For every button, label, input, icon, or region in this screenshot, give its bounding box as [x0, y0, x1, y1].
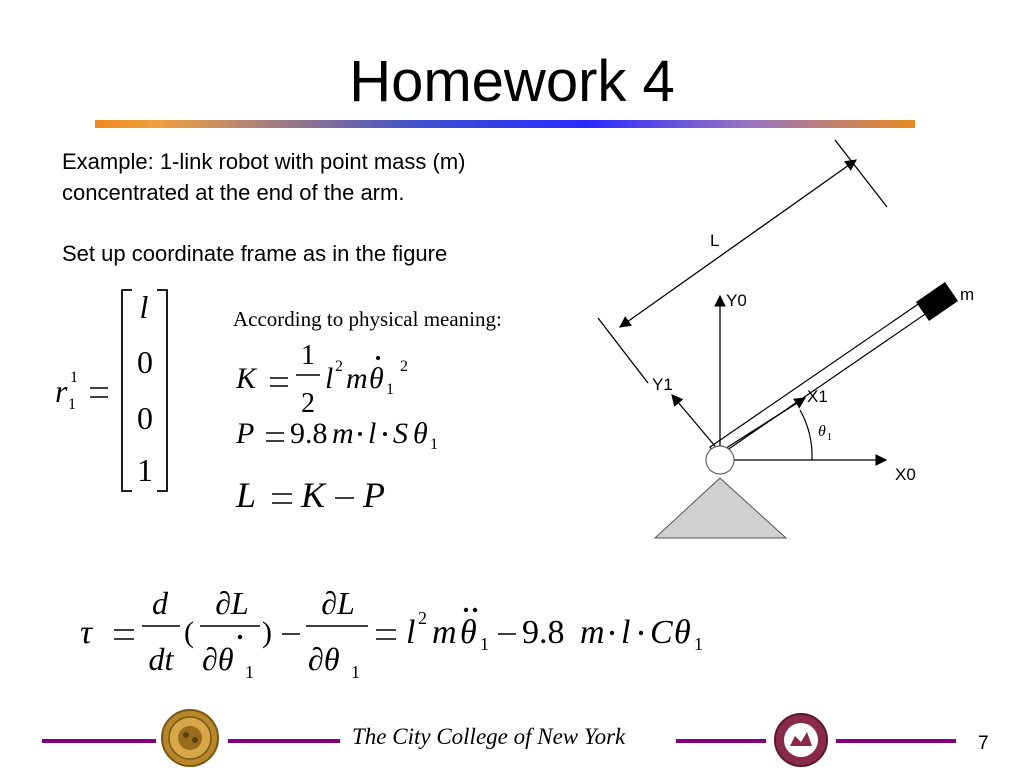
torque-l-pow: 2: [418, 608, 427, 628]
setup-text: Set up coordinate frame as in the figure: [62, 241, 448, 266]
matrix-entry-4: 1: [137, 452, 153, 488]
x1-axis: [720, 398, 805, 452]
y1-axis: [672, 395, 720, 452]
label-theta: θ: [818, 423, 826, 440]
ground-base: [655, 478, 786, 538]
ccny-seal-logo: [162, 710, 218, 766]
kinetic-lhs: K: [236, 362, 257, 395]
position-vector-equation: [50, 285, 180, 495]
dimension-tick-end: [835, 140, 887, 207]
footer-college-name: The City College of New York: [352, 724, 626, 749]
potential-m: m: [332, 417, 354, 450]
torque-partial-theta: ∂θ: [308, 641, 340, 677]
potential-theta: θ: [413, 417, 428, 450]
torque-m: m: [432, 614, 457, 651]
potential-dot-2: [383, 432, 387, 436]
intro-line-2: concentrated at the end of the arm.: [62, 180, 405, 205]
kinetic-num: 1: [301, 340, 315, 371]
right-bracket: [157, 290, 167, 491]
torque-sub-3: 1: [480, 634, 489, 654]
kinetic-den: 2: [301, 388, 315, 419]
potential-coef: 9.8: [290, 417, 328, 450]
slide-title: Homework 4: [349, 49, 675, 114]
torque-dot-1: [610, 631, 614, 635]
page-number: 7: [978, 733, 989, 754]
torque-d: d: [152, 585, 168, 621]
torque-theta-2: θ: [674, 614, 691, 651]
potential-lhs: P: [236, 417, 255, 450]
energy-equations: [228, 335, 488, 525]
torque-dt: dt: [148, 641, 174, 677]
potential-dot-1: [358, 432, 362, 436]
lagrangian-lhs: L: [236, 475, 257, 515]
torque-tau: τ: [80, 614, 93, 651]
label-L: L: [710, 231, 720, 250]
kinetic-l: l: [325, 362, 334, 395]
torque-sub-1: 1: [245, 662, 254, 682]
torque-m-2: m: [580, 614, 605, 651]
matrix-lhs-sub: 1: [68, 396, 76, 413]
torque-C: C: [650, 614, 673, 651]
theta-ddot-mark-2: [473, 608, 477, 612]
torque-partial-L-2: ∂L: [321, 585, 355, 621]
theta-arc: [800, 410, 812, 460]
matrix-entry-3: 0: [137, 400, 153, 436]
torque-l: l: [406, 614, 416, 651]
label-Y0: Y0: [726, 291, 747, 310]
kinetic-m: m: [346, 362, 368, 395]
matrix-entry-1: l: [139, 289, 149, 325]
kinetic-theta: θ: [369, 362, 384, 395]
potential-s: S: [393, 417, 408, 450]
dimension-tick-start: [598, 318, 648, 383]
close-paren: ): [262, 616, 272, 649]
according-text: According to physical meaning:: [233, 307, 502, 331]
intro-line-1: Example: 1-link robot with point mass (m): [62, 149, 466, 174]
label-theta-sub: 1: [827, 432, 832, 443]
label-m: m: [960, 285, 975, 304]
label-Y1: Y1: [652, 375, 673, 394]
potential-l: l: [368, 417, 377, 450]
torque-partial-theta-dot: ∂θ: [202, 641, 234, 677]
torque-l-2: l: [621, 614, 631, 651]
matrix-lhs-sup: 1: [70, 369, 78, 386]
kinetic-l-pow: 2: [335, 358, 343, 375]
matrix-lhs-var: r: [55, 373, 68, 409]
torque-coef: 9.8: [522, 614, 565, 651]
kinetic-sub: 1: [386, 381, 394, 398]
label-X1: X1: [807, 387, 828, 406]
lagrangian-p: P: [363, 475, 385, 515]
torque-partial-L-1: ∂L: [215, 585, 249, 621]
joint-circle: [706, 446, 734, 474]
kinetic-theta-dot: [376, 356, 380, 360]
lagrangian-k: K: [301, 475, 326, 515]
torque-sub-4: 1: [694, 634, 703, 654]
potential-sub: 1: [430, 436, 438, 453]
robot-figure: [590, 130, 1010, 550]
open-paren: (: [184, 616, 194, 649]
torque-equation: [70, 580, 750, 690]
robotics-lab-logo: [775, 714, 827, 766]
theta-ddot-mark-1: [464, 608, 468, 612]
intro-text: [62, 146, 602, 208]
theta-dot-mark: [238, 635, 242, 639]
torque-sub-2: 1: [351, 662, 360, 682]
left-bracket: [122, 290, 132, 491]
label-X0: X0: [895, 465, 916, 484]
torque-dot-2: [639, 631, 643, 635]
kinetic-pow: 2: [400, 358, 408, 375]
torque-theta-ddot: θ: [460, 614, 477, 651]
matrix-entry-2: 0: [137, 344, 153, 380]
title-underline: [95, 120, 915, 128]
